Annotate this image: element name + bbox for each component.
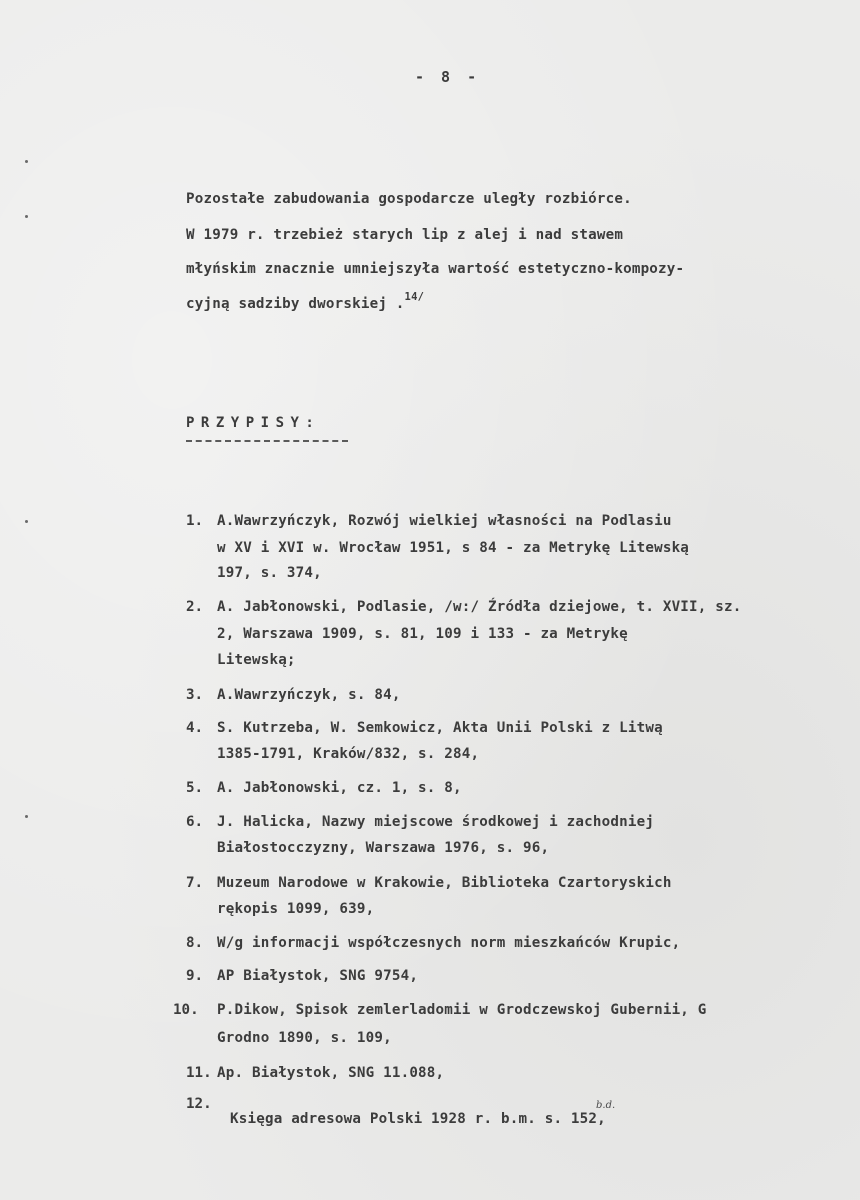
margin-speck [25,215,28,218]
footnote-number-9: 9. [186,968,204,984]
footnote-number-4: 4. [186,720,204,736]
footnote-6-line-1: J. Halicka, Nazwy miejscowe środkowej i zachodniej [217,814,655,830]
footnote-number-11: 11. [186,1065,212,1081]
footnote-number-3: 3. [186,687,204,703]
footnote-10-line-1: P.Dikow, Spisok zemlerladomii w Grodczewskoj Gubernii, G [217,1002,707,1018]
body-line-1: Pozostałe zabudowania gospodarcze uległy rozbiórce. [186,191,632,207]
footnote-number-1: 1. [186,513,204,529]
body-line-4 [186,291,425,312]
handwritten-note: b.d. [596,1100,616,1111]
footnote-9-line-1: AP Białystok, SNG 9754, [217,968,419,984]
footnote-2-line-1: A. Jabłonowski, Podlasie, /w:/ Źródła dziejowe, t. XVII, sz. [217,599,742,615]
footnote-6-line-2: Białostocczyzny, Warszawa 1976, s. 96, [217,840,550,856]
footnote-1-line-3: 197, s. 374, [217,565,322,581]
footnote-2-line-3: Litewską; [217,652,296,668]
footnote-5-line-1: A. Jabłonowski, cz. 1, s. 8, [217,780,462,796]
footnote-number-6: 6. [186,814,204,830]
footnote-7-line-1: Muzeum Narodowe w Krakowie, Biblioteka Czartoryskich [217,875,672,891]
body-line-4-text: cyjną sadziby dworskiej . [186,296,405,312]
heading-underline [186,440,348,442]
footnote-11-line-1: Ap. Białystok, SNG 11.088, [217,1065,445,1081]
margin-speck [25,520,28,523]
footnote-number-5: 5. [186,780,204,796]
footnote-8-line-1: W/g informacji współczesnych norm mieszkańców Krupic, [217,935,681,951]
margin-speck [25,160,28,163]
footnote-number-7: 7. [186,875,204,891]
footnote-1-line-1: A.Wawrzyńczyk, Rozwój wielkiej własności na Podlasiu [217,513,672,529]
margin-speck [25,815,28,818]
footnote-number-10: 10. [173,1002,199,1018]
footnote-10-line-2: Grodno 1890, s. 109, [217,1030,392,1046]
body-line-2: W 1979 r. trzebież starych lip z alej i nad stawem [186,227,624,243]
footnote-2-line-2: 2, Warszawa 1909, s. 81, 109 i 133 - za Metrykę [217,626,628,642]
footnote-12-line-1: Księga adresowa Polski 1928 r. b.m. s. 152, [230,1111,606,1127]
footnote-reference: 14/ [404,291,425,303]
footnote-4-line-1: S. Kutrzeba, W. Semkowicz, Akta Unii Polski z Litwą [217,720,663,736]
footnote-number-12: 12. [186,1096,212,1112]
body-line-3: młyńskim znacznie umniejszyła wartość estetyczno-kompozy- [186,261,685,277]
footnote-3-line-1: A.Wawrzyńczyk, s. 84, [217,687,401,703]
footnote-4-line-2: 1385-1791, Kraków/832, s. 284, [217,746,480,762]
footnote-1-line-2: w XV i XVI w. Wrocław 1951, s 84 - za Metrykę Litewską [217,540,690,556]
footnote-number-2: 2. [186,599,204,615]
footnote-7-line-2: rękopis 1099, 639, [217,901,375,917]
page-number: - 8 - [415,68,481,86]
footnotes-heading: PRZYPISY: [186,415,321,431]
footnote-number-8: 8. [186,935,204,951]
